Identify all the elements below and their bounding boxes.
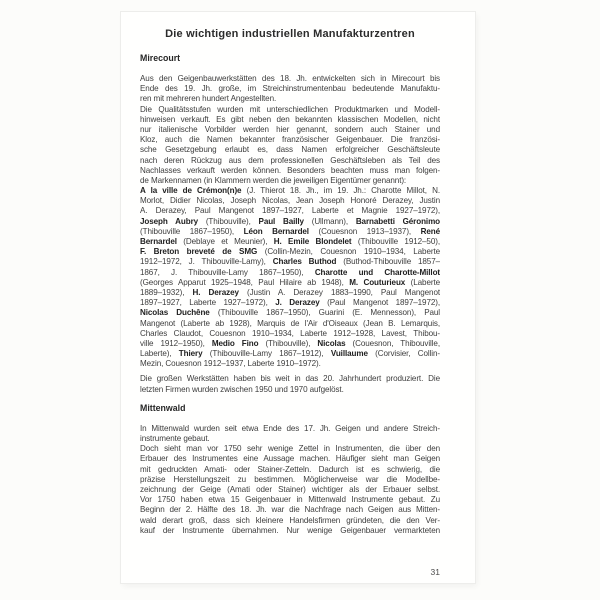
section-heading: Mittenwald <box>140 402 186 413</box>
text-line: letzten Firmen wurden zwischen 1950 und 1970 aufgelöst. <box>140 384 344 394</box>
paragraph <box>140 105 440 187</box>
text-line: präzise Herstellungszeit zu bestimmen. Möglicherweise war die Modellbe- <box>140 474 440 484</box>
text-line: nur italienische Vorbilder werden hier genannt, sondern auch Stainer und <box>140 124 440 134</box>
text-line: ville 1912–1950), Medio Fino (Thibouville), Nicolas (Couesnon, Thibouville, <box>140 338 440 348</box>
text-line: 1889–1932), H. Derazey (Justin A. Derazey 1883–1990, Paul Mangenot <box>140 287 440 297</box>
text-line: (Thibouville 1867–1950), Léon Bernardel (Couesnon 1913–1937), René <box>140 226 440 236</box>
text-line: Kloz, auch die Namen bekannter französischer Geigenbauer. Die französi- <box>140 135 440 145</box>
text-line: Ende des 19. Jh. große, im Streichinstrumentenbau bedeutende Manufaktu- <box>140 84 440 94</box>
text-line: kauf der Instrumente übernahmen. Nur wenige Geigenbauer vermarkteten <box>140 525 440 535</box>
text-column <box>140 28 440 536</box>
section <box>140 403 440 536</box>
text-line: nach deren Rückzug aus dem professionellen Geschäftsleben als Teil des <box>140 155 440 165</box>
text-line: hinweisen verkauft. Es gibt neben den bekannten klassischen Modellen, nicht <box>140 114 440 124</box>
text-line: sche Gesetzgebung erlaubt es, dass Namen erfolgreicher Geschäftsleute <box>140 145 440 155</box>
text-line: Morlot, Didier Nicolas, Joseph Nicolas, Jean Joseph Honoré Derazey, Justin <box>140 196 440 206</box>
book-page <box>121 12 475 583</box>
text-line: Die großen Werkstätten haben bis weit in das 20. Jahrhundert produziert. Die <box>140 374 440 384</box>
section <box>140 53 440 395</box>
text-line: Die Qualitätsstufen wurden mit unterschiedlichen Produktmarken und Modell- <box>140 104 440 114</box>
text-line: 1897–1927, Laberte 1927–1972), J. Derazey (Paul Mangenot 1897–1972), <box>140 298 440 308</box>
text-line: Nicolas Duchêne (Thibouville 1867–1950), Guarini (E. Mennesson), Paul <box>140 308 440 318</box>
page-title: Die wichtigen industriellen Manufakturzentren <box>165 28 415 40</box>
document-body <box>140 53 440 536</box>
text-line: Joseph Aubry (Thibouville), Paul Bailly (Ullmann), Barnabetti Géronimo <box>140 216 440 226</box>
text-line: 1912–1972, J. Thibouville-Lamy), Charles Buthod (Buthod-Thibouville 1857– <box>140 257 440 267</box>
paragraph <box>140 424 440 444</box>
text-line: Mezin, Couesnon 1912–1937, Laberte 1910–1972). <box>140 359 321 369</box>
text-line: Erbauer des Instrumentes eine Aussage machen. Häufiger sieht man Geigen <box>140 454 440 464</box>
text-line: wald derart groß, dass sich kleinere Handelsfirmen gründeten, die den Ver- <box>140 515 440 525</box>
paragraph <box>140 74 440 105</box>
text-line: 1867, J. Thibouville-Lamy 1867–1950), Charotte und Charotte-Millot <box>140 267 440 277</box>
text-line: ren mit mehreren hundert Angestellten. <box>140 94 277 104</box>
text-line: Beginn der 2. Hälfte des 18. Jh. war die Nachfrage nach Geigen aus Mitten- <box>140 505 440 515</box>
text-line: In Mittenwald wurden seit etwa Ende des 17. Jh. Geigen und andere Streich- <box>140 423 440 433</box>
text-line: A la ville de Crémon(n)e (J. Thierot 18. Jh., im 19. Jh.: Charotte Millot, N. <box>140 186 440 196</box>
paragraph <box>140 444 440 536</box>
text-line: de Markennamen (in Klammern werden die jeweiligen Eigentümer genannt): <box>140 175 407 185</box>
text-line: A. Derazey, Paul Mangenot 1897–1927, Laberte et Magnie 1927–1972), <box>140 206 440 216</box>
text-line: (Georges Apparut 1925–1948, Paul Hilaire ab 1948), M. Couturieux (Laberte <box>140 277 440 287</box>
paragraph <box>140 186 440 369</box>
page-number: 31 <box>430 567 440 577</box>
text-line: zeichnung der Geige (Amati oder Stainer) wichtiger als der Erbauer selbst. <box>140 484 440 494</box>
section-heading: Mirecourt <box>140 53 181 63</box>
text-line: Vor 1750 haben etwa 15 Geigenbauer in Mittenwald Instrumente gebaut. Zu <box>140 495 440 505</box>
text-line: Doch sieht man vor 1750 sehr wenige Zettel in Instrumenten, die über den <box>140 444 440 454</box>
text-line: Mangenot (Laberte ab 1928), Marquis de l'Air d'Oiseaux (Jean B. Lemarquis, <box>140 318 440 328</box>
paragraph <box>140 374 440 394</box>
text-line: Charles Claudot, Couesnon 1910–1934, Laberte 1912–1928, Lavest, Thibou- <box>140 328 440 338</box>
text-line: Nachlasses verkauft werden können. Besonders beachten muss man folgen- <box>140 165 440 175</box>
text-line: mit gedruckten Amati- oder Stainer-Zetteln. Dadurch ist es schwierig, die <box>140 464 440 474</box>
text-line: instrumente gebaut. <box>140 434 210 443</box>
text-line: Laberte), Thiery (Thibouville-Lamy 1867–1912), Vuillaume (Corvisier, Collin- <box>140 349 440 359</box>
text-line: F. Breton breveté de SMG (Collin-Mezin, Couesnon 1910–1934, Laberte <box>140 247 440 257</box>
text-line: Aus den Geigenbauwerkstätten des 18. Jh. entwickelten sich in Mirecourt bis <box>140 74 440 83</box>
text-line: Bernardel (Deblaye et Meunier), H. Emile Blondelet (Thibouville 1912–50), <box>140 237 440 246</box>
